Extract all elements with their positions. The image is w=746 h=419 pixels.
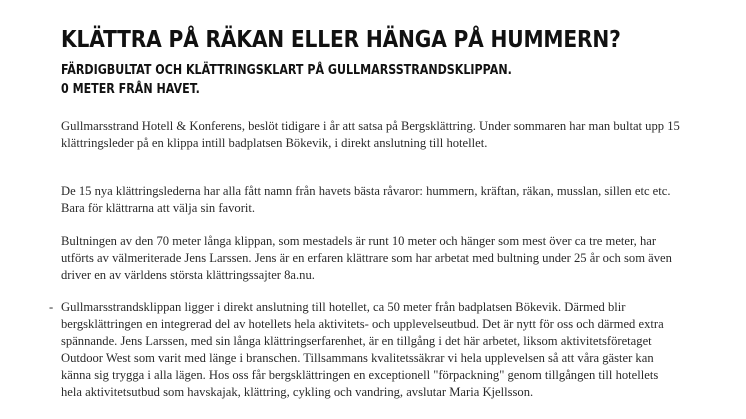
paragraph-quote: Gullmarsstrandsklippan ligger i direkt anslutning till hotellet, ca 50 meter från badplatsen Bökevik. Därmed blir bergsklättringen en integrerad del av hotellets hela aktivitets- och upplevelseutbud. Det är nytt för oss och därmed extra spännande. Jens Larssen, med sin långa klättringserfarenhet, är en tillgång i det här arbetet, liksom aktivitetsföretaget Outdoor West som varit med länge i branschen. Tillsammans kvalitetssäkrar vi hela upplevelsen så att våra gäster kan känna sig trygga i alla lägen. Hos oss får bergsklättringen en exceptionell "förpackning" genom tillgången till hotellets hela aktivitetsutbud som havskajak, klättring, cykling och vandring, avslutar Maria Kjellsson. — [61, 300, 664, 399]
paragraph-route-names: De 15 nya klättringslederna har alla fått namn från havets bästa råvaror: hummern, kräftan, räkan, musslan, sillen etc etc. Bara för klättrarna att välja sin favorit. — [61, 184, 671, 215]
subheadline-line-2: 0 METER FRÅN HAVET. — [61, 82, 200, 97]
headline: KLÄTTRA PÅ RÄKAN ELLER HÄNGA PÅ HUMMERN? — [61, 25, 621, 53]
subheadline-line-1: FÄRDIGBULTAT OCH KLÄTTRINGSKLART PÅ GULLMARSSTRANDSKLIPPAN. — [61, 63, 512, 78]
paragraph-bolting: Bultningen av den 70 meter långa klippan, som mestadels är runt 10 meter och hänger som mest över ca tre meter, har utförts av välmeriterade Jens Larssen. Jens är en erfaren klättrare som har arbetat med bultning under 25 år och som även driver en av världens största klättringssajter 8a.nu. — [61, 234, 672, 282]
quote-dash-marker: - — [49, 300, 54, 314]
paragraph-intro: Gullmarsstrand Hotell & Konferens, beslöt tidigare i år att satsa på Bergsklättring. Under sommaren har man bultat upp 15 klättringsleder på en klippa intill badplatsen Bökevik, i direkt anslutning till hotellet. — [61, 119, 680, 150]
